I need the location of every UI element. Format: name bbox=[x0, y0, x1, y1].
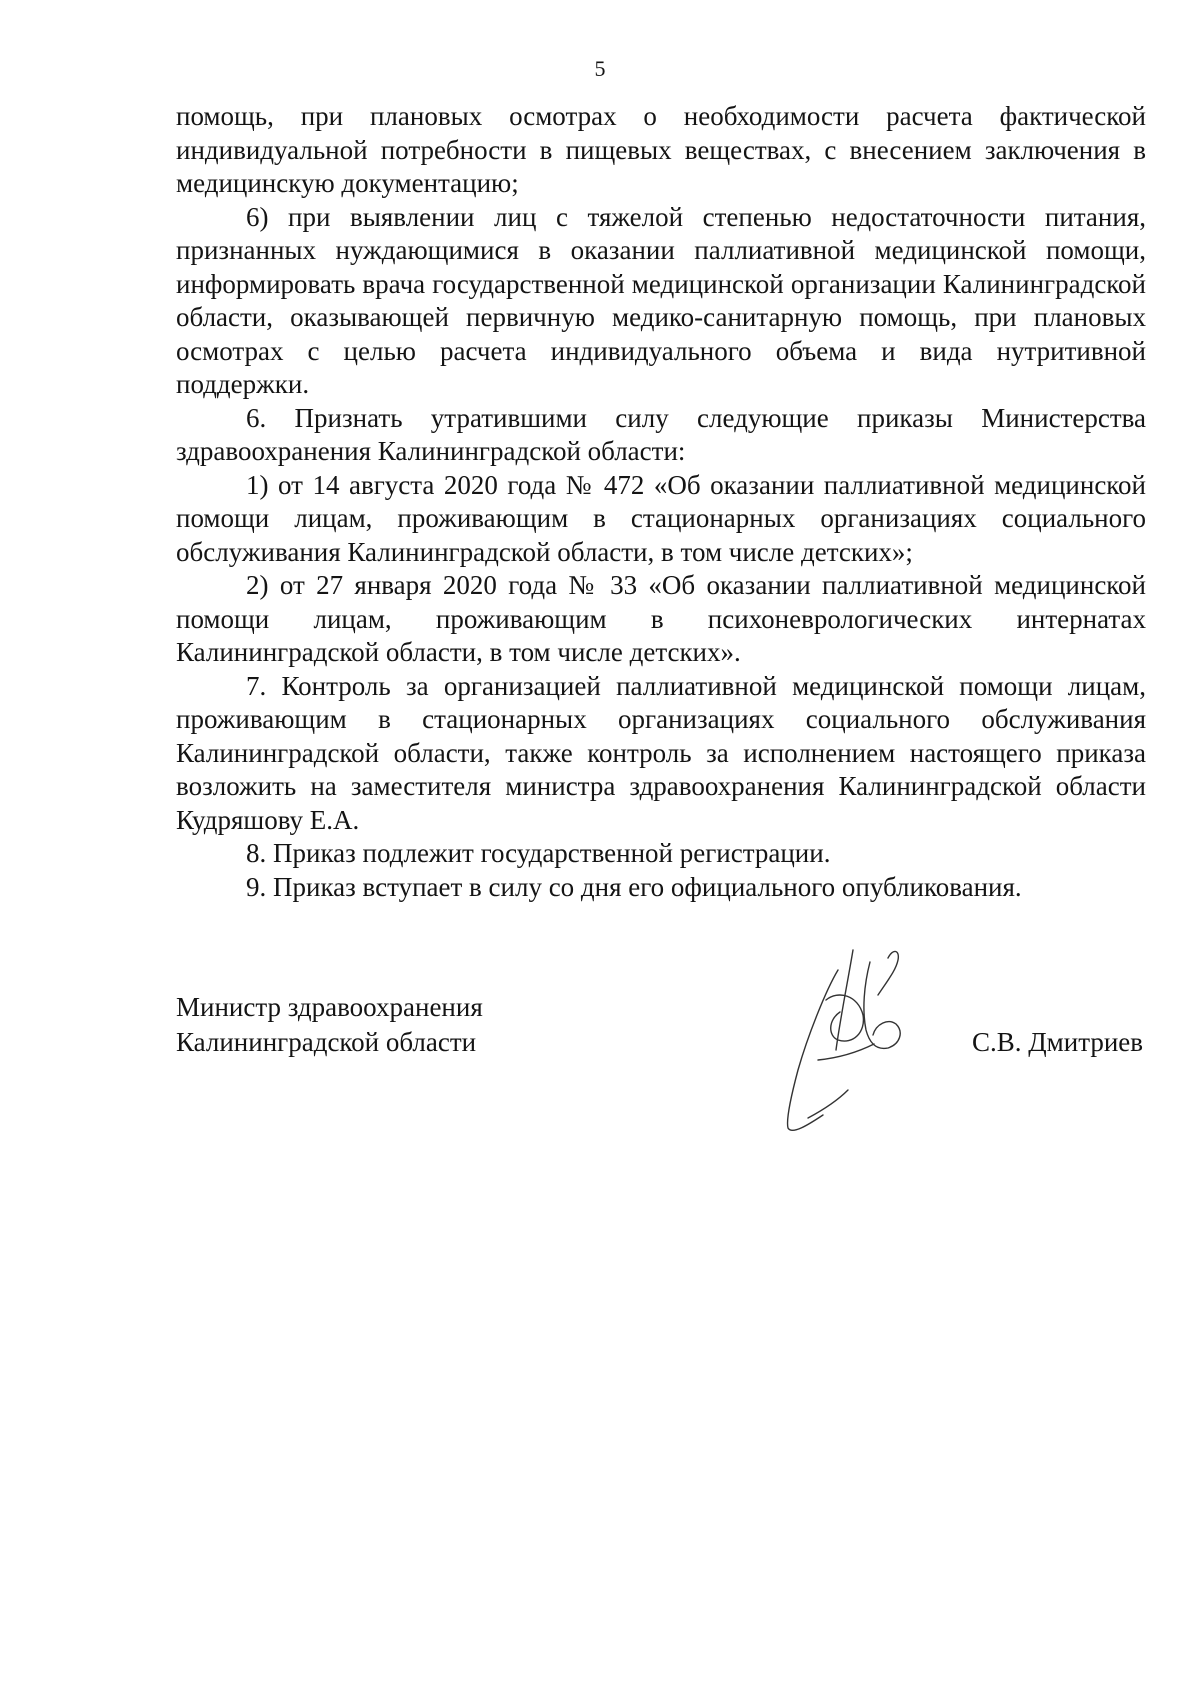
document-body bbox=[176, 100, 1146, 904]
signatory-title-line-1: Министр здравоохранения bbox=[176, 992, 483, 1022]
paragraph-item-8: 8. Приказ подлежит государственной регистрации. bbox=[246, 838, 831, 868]
paragraph-item-6-2: 2) от 27 января 2020 года № 33 «Об оказании паллиативной медицинской помощи лицам, проживающим в психоневрологических интернатах Калининградской области, в том числе детских». bbox=[176, 570, 1146, 667]
paragraph-item-6: 6. Признать утратившими силу следующие приказы Министерства здравоохранения Калининградской области: bbox=[176, 402, 1146, 466]
paragraph-item-7: 7. Контроль за организацией паллиативной медицинской помощи лицам, проживающим в стационарных организациях социального обслуживания Калининградской области, также контроль за исполнением настоящего приказа возложить на заместителя министра здравоохранения Калининградской области Кудряшову Е.А. bbox=[176, 670, 1146, 835]
handwritten-signature bbox=[778, 940, 928, 1140]
page-number: 5 bbox=[594, 56, 606, 81]
signatory-title bbox=[176, 990, 483, 1060]
paragraph-item-6-1: 1) от 14 августа 2020 года № 472 «Об оказании паллиативной медицинской помощи лицам, проживающим в стационарных организациях социального обслуживания Калининградской области, в том числе детских»; bbox=[176, 469, 1146, 567]
signatory-title-line-2: Калининградской области bbox=[176, 1027, 477, 1057]
paragraph-item-9: 9. Приказ вступает в силу со дня его официального опубликования. bbox=[246, 871, 1022, 902]
paragraph-item-6-sub: 6) при выявлении лиц с тяжелой степенью недостаточности питания, признанных нуждающимися в оказании паллиативной медицинской помощи, информировать врача государственной медицинской организации Калининградской области, оказывающей первичную медико-санитарную помощь, при плановых осмотрах с целью расчета индивидуального объема и вида нутритивной поддержки. bbox=[176, 201, 1146, 399]
paragraph-continuation: помощь, при плановых осмотрах о необходимости расчета фактической индивидуальной потребности в пищевых веществах, с внесением заключения в медицинскую документацию; bbox=[176, 101, 1146, 198]
signatory-name: С.В. Дмитриев bbox=[972, 1027, 1144, 1057]
